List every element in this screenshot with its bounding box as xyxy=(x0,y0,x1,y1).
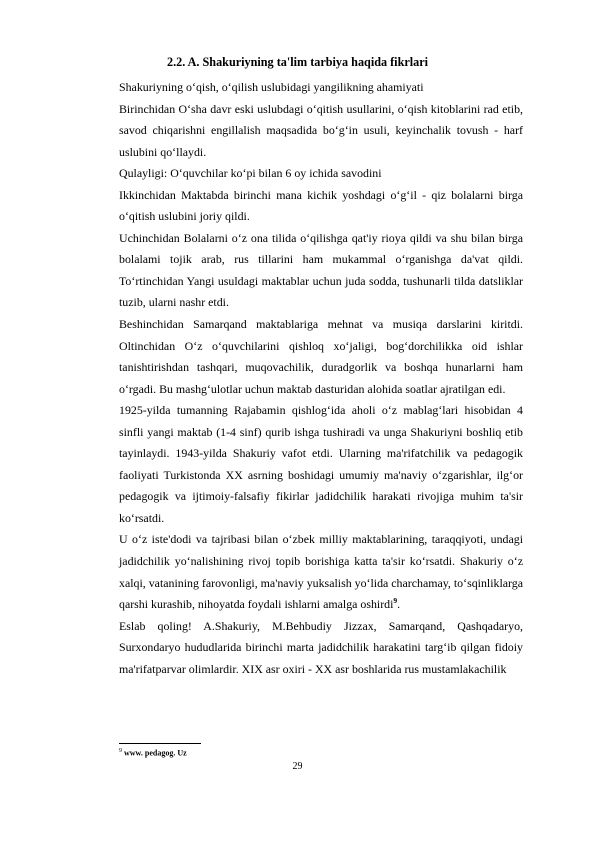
footnote-reference[interactable]: 9 xyxy=(393,596,398,606)
body-text xyxy=(119,77,523,680)
footnote-divider xyxy=(119,743,201,744)
footnote-text: www. pedagog. Uz xyxy=(122,748,187,758)
paragraph-3: Qulayligi: O‘quvchilar ko‘pi bilan 6 oy ichida savodini xyxy=(119,166,382,181)
section-heading: 2.2. A. Shakuriyning ta'lim tarbiya haqida fikrlari xyxy=(166,55,429,69)
page-number: 29 xyxy=(292,761,303,772)
paragraph-8: U o‘z iste'dodi va tajribasi bilan o‘zbek milliy maktablarining, taraqqiyoti, undagi jadidchilik yo‘nalishining rivoj topib borishiga katta ta'sir ko‘rsatdi. Shakuriy o‘z xalqi, vatanining farovonligi, ma'naviy yuksalish yo‘lida charchamay, to‘sqinliklarga qarshi kurashib, nihoyatda foydali ishlarni amalga oshirdi$^9$. xyxy=(119,532,524,612)
footnote xyxy=(119,746,187,759)
footnote-number: 9 xyxy=(119,748,122,754)
paragraph-8-text: U o‘z iste'dodi va tajribasi bilan o‘zbek milliy maktablarining, taraqqiyoti, undagi jadidchilik yo‘nalishining rivoj topib borishiga katta ta'sir ko‘rsatdi. Shakuriy o‘z xalqi, vatanining farovonligi, ma'naviy yuksalish yo‘lida charchamay, to‘sqinliklarga qarshi kurashib, nihoyatda foydali ishlarni amalga oshirdi xyxy=(119,532,524,612)
paragraph-4: Ikkinchidan Maktabda birinchi mana kichik yoshdagi o‘g‘il - qiz bolalarni birga o‘qitish uslubini joriy qildi. xyxy=(119,187,523,224)
paragraph-2: Birinchidan O‘sha davr eski uslubdagi o‘qitish usullarini, o‘qish kitoblarini rad etib, savod chiqarishni engillalish maqsadida bo‘g‘in usuli, keyinchalik tovush - harf uslubini qo‘llaydi. xyxy=(119,101,523,159)
paragraph-1: Shakuriyning o‘qish, o‘qilish uslubidagi yangilikning ahamiyati xyxy=(119,80,424,94)
paragraph-5: Uchinchidan Bolalarni o‘z ona tilida o‘qilishga qat'iy rioya qildi va shu bilan birga bolalami tojik arab, rus tillarini ham mukammal o‘rganishga da'vat qildi. To‘rtinchidan Yangi usuldagi maktablar uchun juda sodda, tushunarli tilda datsliklar tuzib, ularni nashr etdi. xyxy=(119,230,523,310)
paragraph-9: Eslab qoling! A.Shakuriy, M.Behbudiy Jizzax, Samarqand, Qashqadaryo, Surxondaryo hududlarida birinchi marta jadidchilik harakatini targ‘ib qilgan fidoiy ma'rifatparvar olimlardir. XIX asr oxiri - XX asr boshlarida rus mustamlakachilik xyxy=(119,618,523,676)
paragraph-6: Beshinchidan Samarqand maktablariga mehnat va musiqa darslarini kiritdi. Oltinchidan O‘z o‘quvchilarini qishloq xo‘jaligi, bog‘dorchilikka oid ishlar tanishtirishdan tashqari, muqovachilik, duradgorlik va boshqa hunarlarni ham o‘rgadi. Bu mashg‘ulotlar uchun maktab dasturidan alohida soatlar ajratilgan edi. xyxy=(119,317,523,396)
paragraph-7: 1925-yilda tumanning Rajabamin qishlog‘ida aholi o‘z mablag‘lari hisobidan 4 sinfli yangi maktab (1-4 sinf) qurib ishga tushiradi va unga Shakuriyni boshliq etib tayinlaydi. 1943-yilda Shakuriy vafot etdi. Ularning ma'rifatchilik va pedagogik faoliyati Turkistonda XX asrning boshidagi umumiy ma'naviy o‘zgarishlar, ilg‘or pedagogik va ijtimoiy-falsafiy fikirlar jadidchilik harakati rivojiga muhim ta'sir ko‘rsatdi. xyxy=(119,403,523,525)
